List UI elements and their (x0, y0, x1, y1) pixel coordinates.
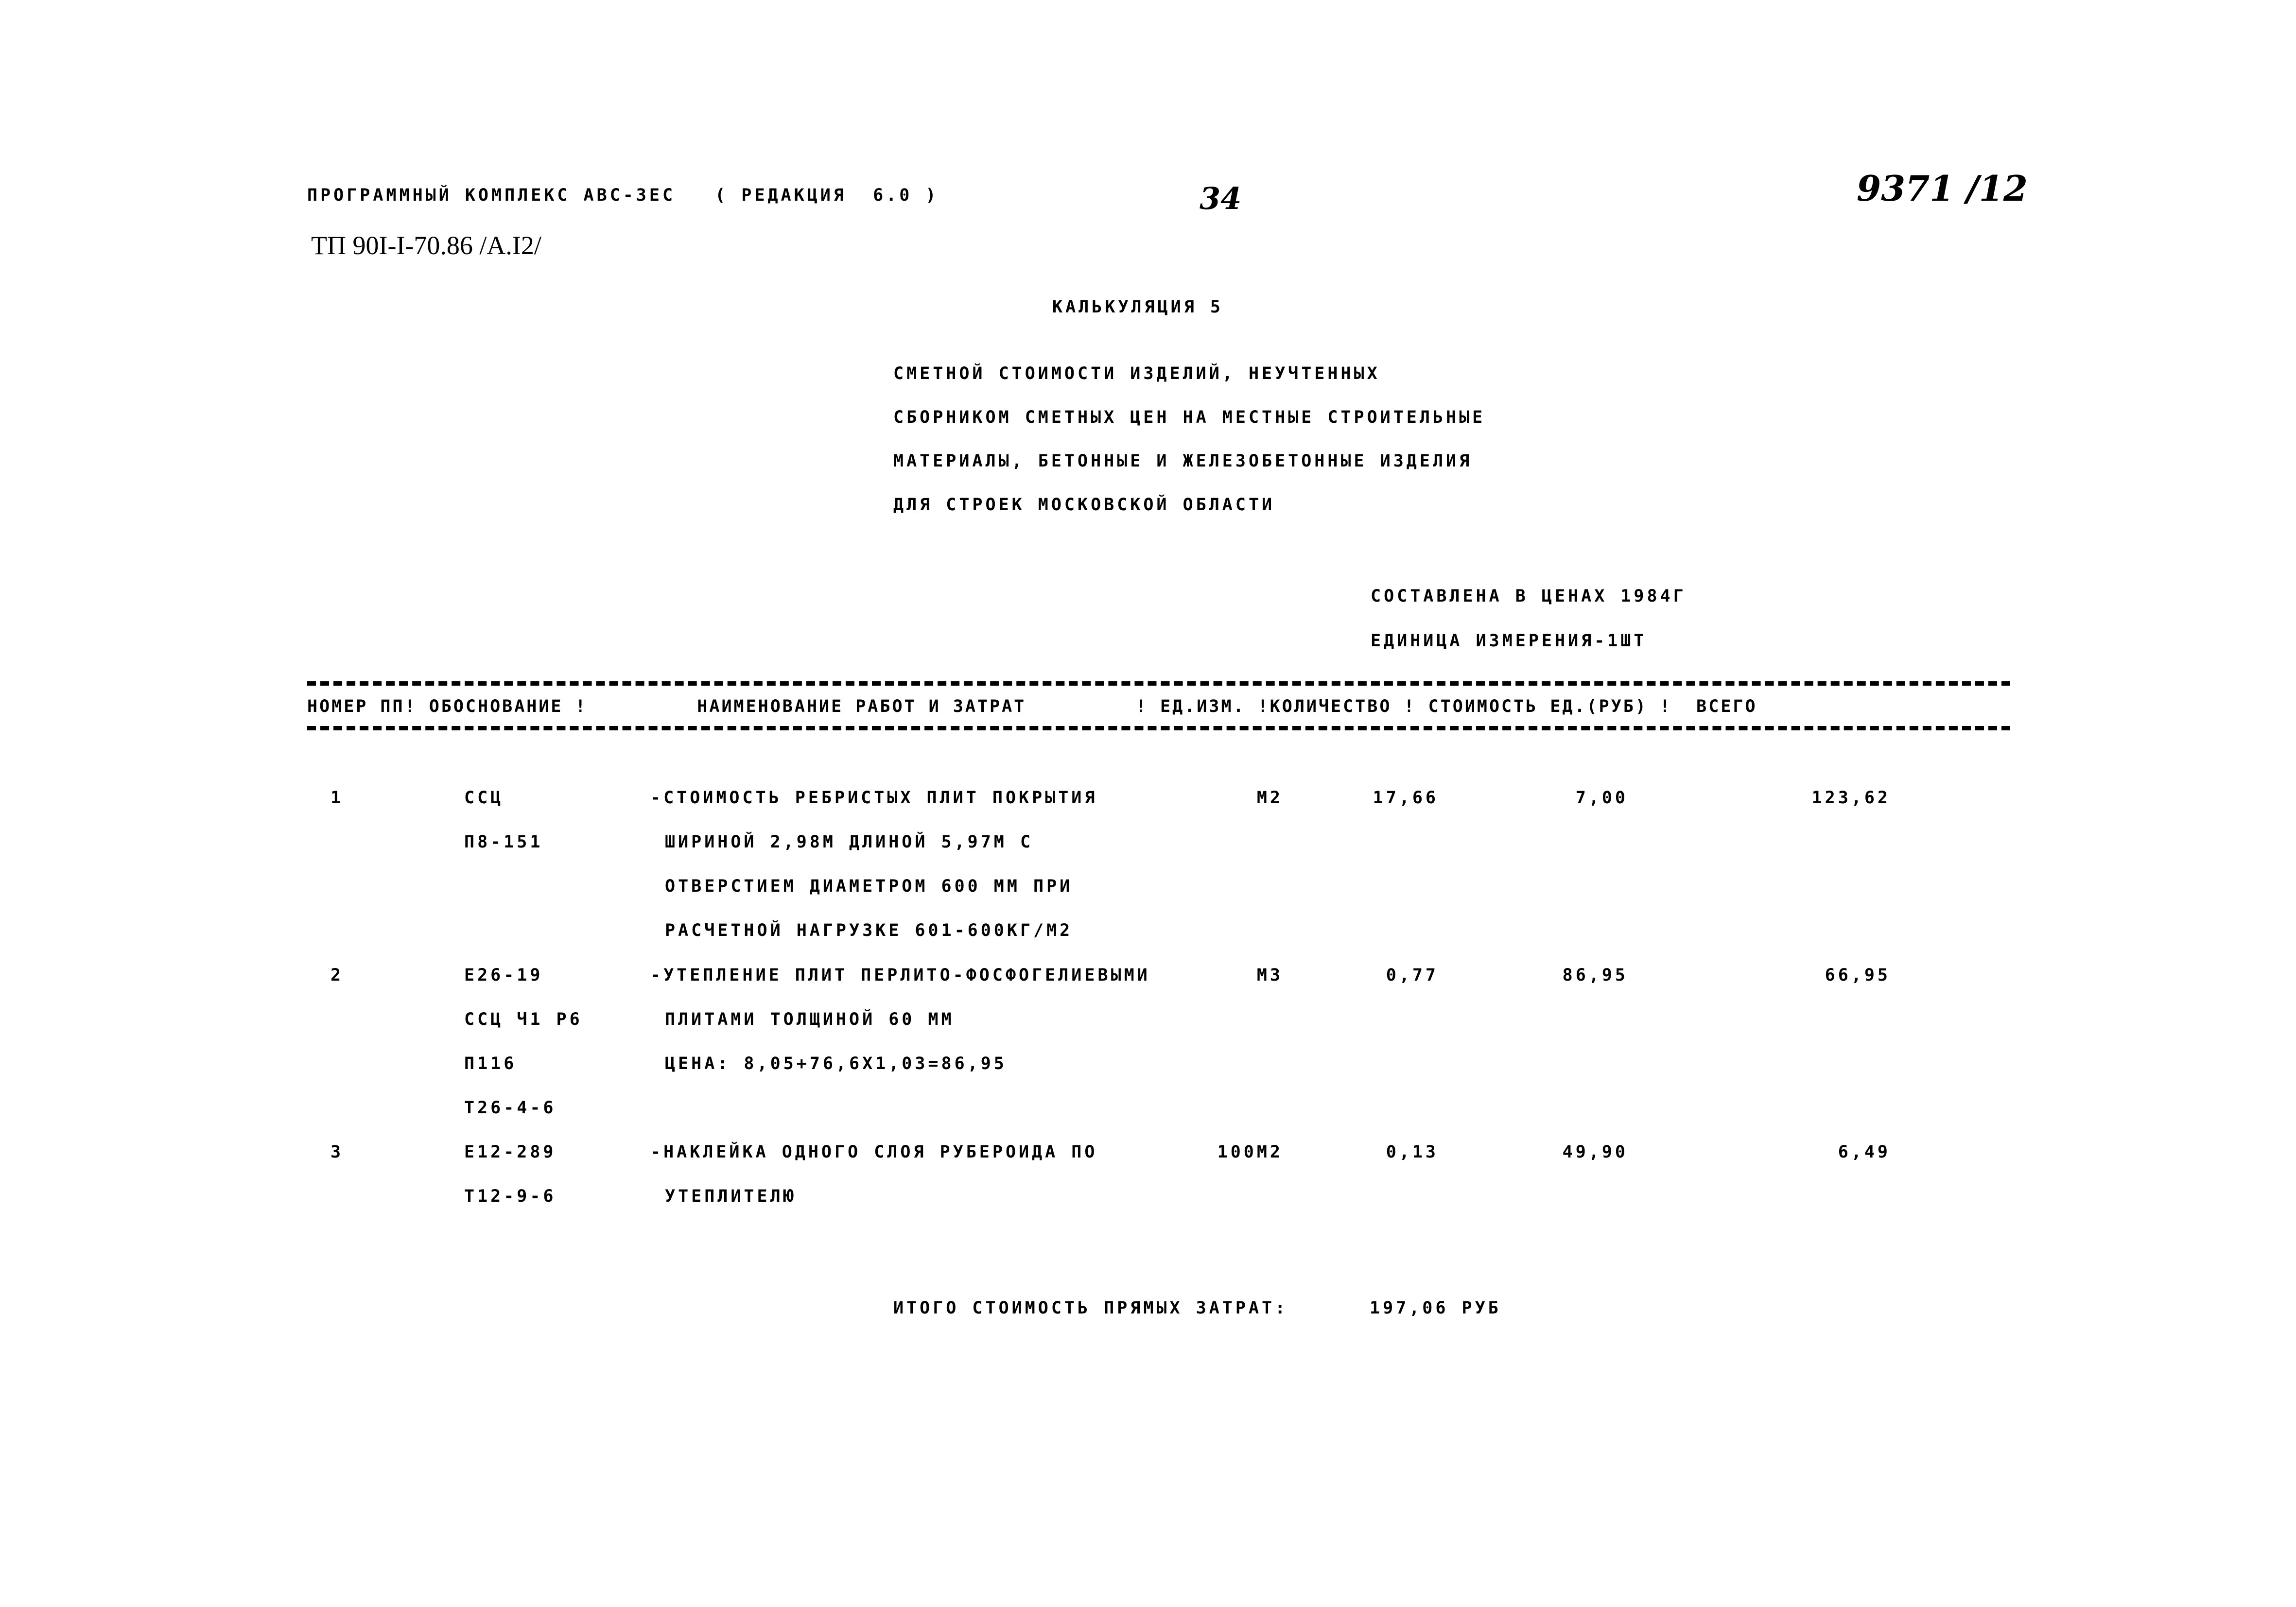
page-number: 34 (1200, 181, 1242, 216)
row-total: 66,95 (1825, 966, 1891, 985)
title-line-4: ДЛЯ СТРОЕК МОСКОВСКОЙ ОБЛАСТИ (893, 495, 1275, 515)
title-line-3: МАТЕРИАЛЫ, БЕТОННЫЕ И ЖЕЛЕЗОБЕТОННЫЕ ИЗДЕЛИЯ (893, 451, 1473, 471)
row-unit: М3 (1256, 966, 1283, 985)
row-basis: П8-151 (464, 832, 543, 852)
row-unit-cost: 7,00 (1575, 788, 1628, 808)
row-basis: Е12-289 (464, 1142, 557, 1162)
row-basis: Т26-4-6 (464, 1098, 557, 1118)
row-description: ОТВЕРСТИЕМ ДИАМЕТРОМ 600 ММ ПРИ (665, 877, 1073, 896)
table-top-rule (307, 681, 2010, 686)
row-unit: 100М2 (1217, 1142, 1283, 1162)
summary-value: 197,06 РУБ (1370, 1298, 1501, 1318)
row-description: -УТЕПЛЕНИЕ ПЛИТ ПЕРЛИТО-ФОСФОГЕЛИЕВЫМИ (650, 966, 1150, 985)
row-basis: Т12-9-6 (464, 1187, 557, 1206)
project-code: ТП 90I-I-70.86 /А.I2/ (311, 231, 541, 260)
row-basis: Е26-19 (464, 966, 543, 985)
row-quantity: 17,66 (1373, 788, 1439, 808)
program-header: ПРОГРАММНЫЙ КОМПЛЕКС АВС-ЗЕС ( РЕДАКЦИЯ 6.0 ) (307, 186, 939, 205)
calculation-heading: КАЛЬКУЛЯЦИЯ 5 (1052, 297, 1223, 317)
row-description: ШИРИНОЙ 2,98М ДЛИНОЙ 5,97М С (665, 832, 1034, 852)
row-description: ЦЕНА: 8,05+76,6Х1,03=86,95 (665, 1054, 1007, 1073)
row-description: РАСЧЕТНОЙ НАГРУЗКЕ 601-600КГ/М2 (665, 921, 1073, 940)
row-quantity: 0,13 (1386, 1142, 1439, 1162)
row-number: 2 (330, 966, 344, 985)
summary-label: ИТОГО СТОИМОСТЬ ПРЯМЫХ ЗАТРАТ: (893, 1298, 1288, 1318)
row-description: -НАКЛЕЙКА ОДНОГО СЛОЯ РУБЕРОИДА ПО (650, 1142, 1098, 1162)
price-basis: СОСТАВЛЕНА В ЦЕНАХ 1984Г (1371, 587, 1687, 606)
row-description: -СТОИМОСТЬ РЕБРИСТЫХ ПЛИТ ПОКРЫТИЯ (650, 788, 1098, 808)
table-header-rule (307, 726, 2010, 730)
title-line-1: СМЕТНОЙ СТОИМОСТИ ИЗДЕЛИЙ, НЕУЧТЕННЫХ (893, 364, 1380, 383)
archive-number: 9371 /12 (1857, 168, 2028, 209)
row-unit-cost: 86,95 (1562, 966, 1628, 985)
row-number: 1 (330, 788, 344, 808)
row-description: УТЕПЛИТЕЛЮ (665, 1187, 797, 1206)
row-basis: ССЦ (464, 788, 504, 808)
row-unit-cost: 49,90 (1562, 1142, 1628, 1162)
row-description: ПЛИТАМИ ТОЛЩИНОЙ 60 ММ (665, 1010, 955, 1029)
row-total: 123,62 (1811, 788, 1891, 808)
row-total: 6,49 (1838, 1142, 1891, 1162)
table-header: НОМЕР ПП! ОБОСНОВАНИЕ ! НАИМЕНОВАНИЕ РАБОТ И ЗАТРАТ ! ЕД.ИЗМ. !КОЛИЧЕСТВО ! СТОИМОСТЬ ЕД.(РУБ) ! ВСЕГО (307, 697, 1757, 716)
row-quantity: 0,77 (1386, 966, 1439, 985)
row-basis: ССЦ Ч1 Р6 (464, 1010, 583, 1029)
title-line-2: СБОРНИКОМ СМЕТНЫХ ЦЕН НА МЕСТНЫЕ СТРОИТЕЛЬНЫЕ (893, 408, 1486, 427)
row-basis: П116 (464, 1054, 517, 1073)
row-number: 3 (330, 1142, 344, 1162)
row-unit: М2 (1256, 788, 1283, 808)
measurement-unit: ЕДИНИЦА ИЗМЕРЕНИЯ-1ШТ (1371, 631, 1647, 651)
